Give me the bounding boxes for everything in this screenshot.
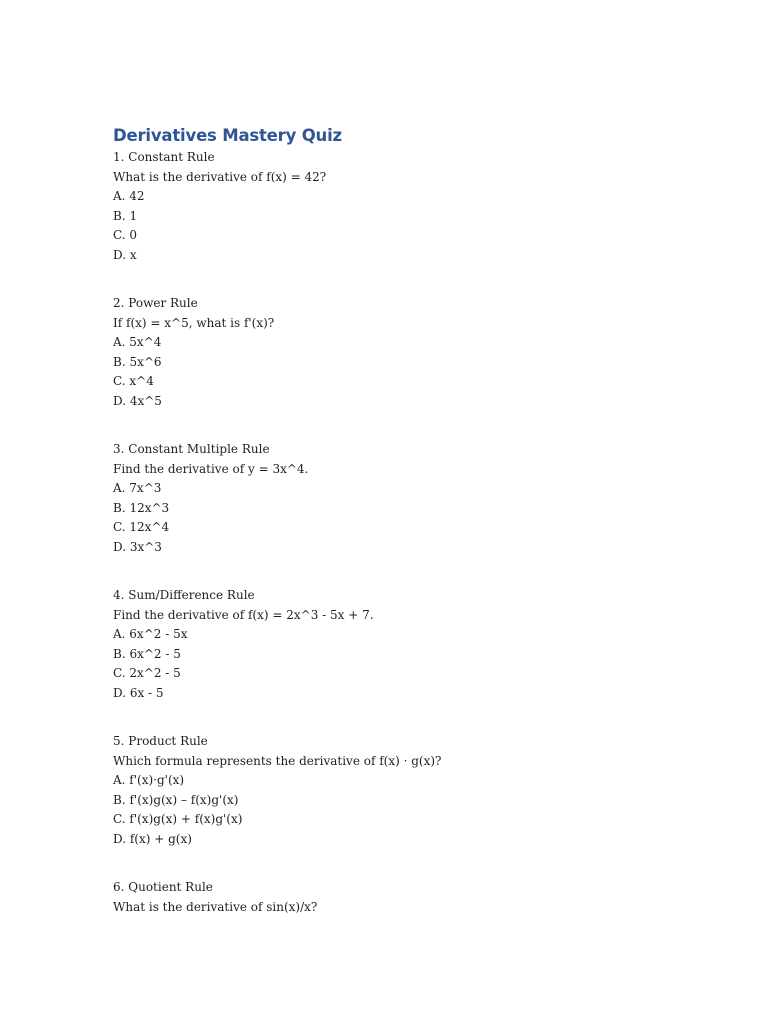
answer-option: C. 12x^4	[113, 520, 170, 534]
page-title: Derivatives Mastery Quiz	[113, 126, 342, 145]
question-6	[113, 878, 713, 917]
answer-option: D. x	[113, 247, 137, 262]
answer-option: A. 7x^3	[113, 481, 162, 495]
question-prompt: If f(x) = x^5, what is f'(x)?	[113, 315, 275, 330]
question-prompt: Find the derivative of f(x) = 2x^3 - 5x + 7.	[113, 607, 374, 622]
question-prompt: Find the derivative of y = 3x^4.	[113, 461, 309, 476]
question-heading: 1. Constant Rule	[113, 150, 215, 164]
question-2	[113, 294, 713, 411]
question-1	[113, 148, 713, 265]
answer-option: C. 0	[113, 228, 138, 242]
answer-option: D. 4x^5	[113, 393, 162, 408]
document-page	[113, 125, 713, 946]
question-3	[113, 440, 713, 557]
answer-option: A. 42	[113, 189, 145, 203]
answer-option: B. f'(x)g(x) – f(x)g'(x)	[113, 792, 239, 807]
answer-option: D. 6x - 5	[113, 685, 164, 700]
question-heading: 2. Power Rule	[113, 296, 198, 310]
question-heading: 3. Constant Multiple Rule	[113, 442, 270, 456]
question-4	[113, 586, 713, 703]
answer-option: B. 5x^6	[113, 354, 162, 369]
question-heading: 5. Product Rule	[113, 734, 208, 748]
answer-option: D. 3x^3	[113, 539, 162, 554]
answer-option: C. f'(x)g(x) + f(x)g'(x)	[113, 812, 243, 826]
question-heading: 4. Sum/Difference Rule	[113, 588, 255, 602]
question-prompt: What is the derivative of f(x) = 42?	[113, 169, 327, 184]
answer-option: D. f(x) + g(x)	[113, 831, 192, 846]
answer-option: B. 1	[113, 208, 138, 223]
answer-option: C. 2x^2 - 5	[113, 666, 181, 680]
answer-option: A. 6x^2 - 5x	[113, 627, 188, 641]
answer-option: B. 6x^2 - 5	[113, 646, 181, 661]
question-prompt: What is the derivative of sin(x)/x?	[113, 899, 318, 914]
question-prompt: Which formula represents the derivative of f(x) · g(x)?	[113, 753, 442, 768]
answer-option: C. x^4	[113, 374, 154, 388]
answer-option: A. 5x^4	[113, 335, 162, 349]
answer-option: A. f'(x)·g'(x)	[113, 773, 185, 787]
question-heading: 6. Quotient Rule	[113, 880, 213, 894]
question-5	[113, 732, 713, 849]
answer-option: B. 12x^3	[113, 500, 170, 515]
